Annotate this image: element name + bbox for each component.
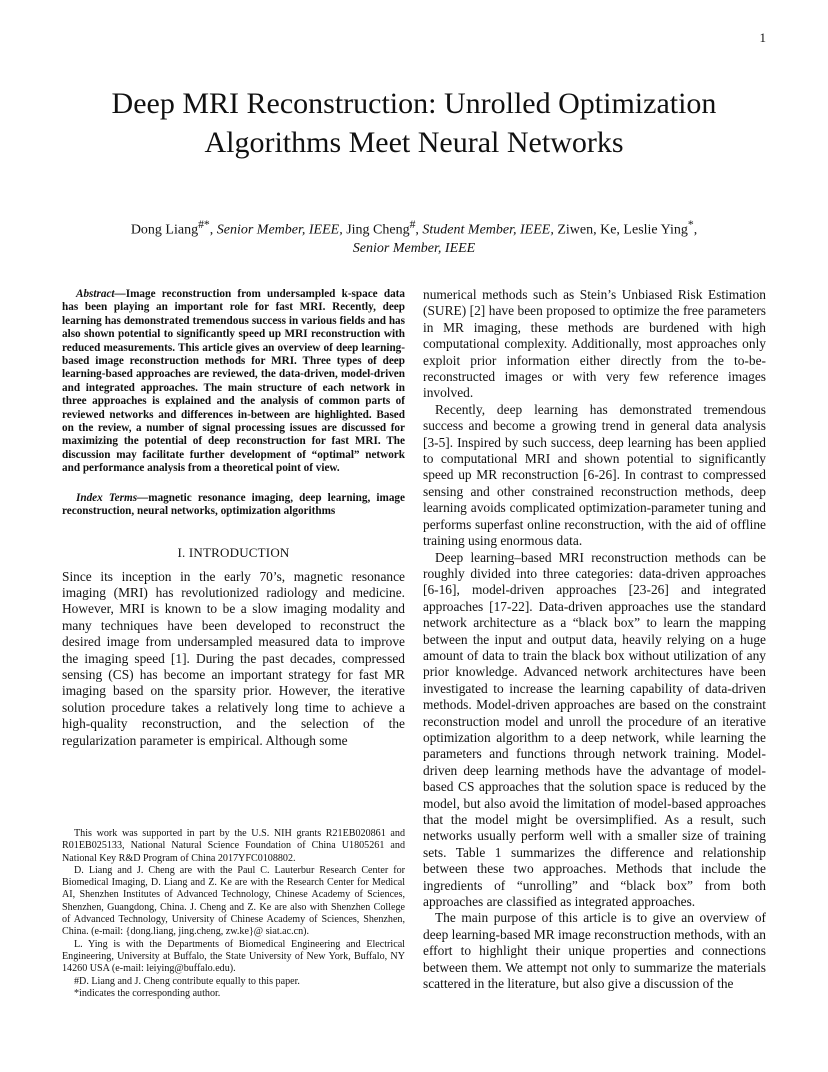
body-paragraph: The main purpose of this article is to give an overview of deep learning-based MR image reconstruction methods, with an effort to highlight their unique properties and connections between them. We attempt not only to summarize the materials scattered in the literature, but also give a discussion of the — [423, 910, 766, 992]
index-terms-text: magnetic resonance imaging, deep learning, image reconstruction, neural networks, optimization algorithms — [62, 491, 405, 518]
index-terms-lead: Index Terms— — [76, 491, 149, 504]
body-paragraph: Recently, deep learning has demonstrated tremendous success and become a growing trend in general data analysis [3-5]. Inspired by such success, deep learning has been applied to computational MRI and shown potential to significantly speed up MR reconstruction [6-26]. In contrast to compressed sensing and other constrained reconstruction methods, deep learning avoids complicated optimization-parameter tuning and performs superfast online reconstruction, with the aid of offline training using enormous data. — [423, 401, 766, 549]
author-role: Senior Member, IEEE, — [216, 222, 343, 238]
author-superscript: # — [409, 218, 416, 231]
page-number: 1 — [759, 30, 766, 45]
abstract-lead: Abstract— — [76, 288, 126, 300]
footnote: L. Ying is with the Departments of Biomedical Engineering and Electrical Engineering, University at Buffalo, the State University of New York, Buffalo, NY 14260 USA (e-mail: leiying@buffalo.edu). — [62, 938, 405, 975]
author-list: Dong Liang#*, Senior Member, IEEE, Jing Cheng#, Student Member, IEEE, Ziwen, Ke, Leslie Ying*, Senior Member, IEEE — [130, 218, 698, 256]
footnotes — [62, 828, 405, 1000]
footnote: D. Liang and J. Cheng are with the Paul C. Lauterbur Research Center for Biomedical Imaging, D. Liang and Z. Ke are with the Research Center for Medical AI, Shenzhen Institutes of Advanced Technology, Chinese Academy of Sciences, Shenzhen, Guangdong, China. J. Cheng and Z. Ke are also with Shenzhen College of Advanced Technology, University of Chinese Academy of Sciences, Shenzhen, China. (e-mail: {dong.liang, jing.cheng, zw.ke}@ siat.ac.cn). — [62, 864, 405, 938]
section-heading: I. INTRODUCTION — [177, 544, 290, 560]
author-superscript: #* — [198, 218, 210, 231]
body-paragraph: numerical methods such as Stein’s Unbiased Risk Estimation (SURE) [2] have been proposed to optimize the free parameters in MR imaging, these methods are burdened with high computational complexity. Additionally, most approaches only exploit prior information either directly from the to-be-reconstructed images or with very few reference images involved. — [423, 287, 766, 401]
index-terms — [62, 492, 405, 519]
abstract — [62, 288, 405, 476]
author-name: Jing Cheng — [346, 222, 410, 238]
abstract-text: Image reconstruction from undersampled k-space data has been playing an important role for fast MRI. Recently, deep learning has demonstrated tremendous success in various fields and has also shown potential to significantly speed up MRI reconstruction with reduced measurements. This article gives an overview of deep learning-based image reconstruction methods for MRI. Three types of deep learning-based approaches are reviewed, the data-driven, model-driven and integrated approaches. The main structure of each network in three approaches is explained and the analysis of common parts of reviewed networks and differences in-between are highlighted. Based on the review, a number of signal processing issues are discussed for maximizing the potential of deep reconstruction for fast MRI. The discussion may facilitate further development of “optimal” network and performance analysis from a theoretical point of view. — [62, 288, 405, 475]
left-column — [62, 288, 405, 749]
author-role: Student Member, IEEE, — [422, 222, 554, 238]
paper-title: Deep MRI Reconstruction: Unrolled Optimization Algorithms Meet Neural Networks — [111, 87, 717, 159]
footnote: *indicates the corresponding author. — [74, 987, 221, 999]
author-name: Ziwen, Ke, Leslie Ying — [557, 222, 688, 238]
right-column — [423, 287, 766, 992]
author-superscript: * — [687, 218, 694, 231]
footnote: #D. Liang and J. Cheng contribute equally to this paper. — [74, 975, 300, 987]
footnote: This work was supported in part by the U.S. NIH grants R21EB020861 and R01EB025133, National Natural Science Foundation of China U1805261 and National Key R&D Program of China 2017YFC0108802. — [62, 828, 405, 864]
author-role: Senior Member, IEEE — [352, 240, 476, 256]
author-name: Dong Liang — [130, 222, 199, 238]
intro-paragraph: Since its inception in the early 70’s, magnetic resonance imaging (MRI) has revolutionized radiology and medicine. However, MRI is known to be a slow imaging modality and many techniques have been developed to reconstruct the desired image from undersampled measured data to improve the imaging speed [1]. During the past decades, compressed sensing (CS) has become an important strategy for fast MR imaging based on the sparsity prior. However, the iterative solution procedure takes a relatively long time to achieve a high-quality reconstruction, and the selection of the regularization parameter is empirical. Although some — [62, 568, 405, 748]
body-paragraph: Deep learning–based MRI reconstruction methods can be roughly divided into three categories: data-driven approaches [6-16], model-driven approaches [23-26] and integrated approaches [17-22]. Data-driven approaches use the standard network architecture as a “black box” to learn the mapping between the input and output data, heavily relying on a huge amount of data to train the black box without utilization of any prior knowledge. Advanced network architectures have been investigated to increase the learning capability of data-driven methods. Model-driven approaches are based on the constraint reconstruction model and unroll the procedure of an iterative optimization algorithm to a deep network, while learning the parameters and functions through network training. Model-driven deep learning methods have the advantage of model-based CS approaches that the solution space is reduced by the model, but also avoid the limitation of model-based approaches that the model might be oversimplified. As a result, such networks usually perform well with a smaller size of training sets. Table 1 summarizes the difference and relationship between these two approaches. Methods that include the ingredients of “unrolling” and “black box” from both approaches are classified as integrated approaches. — [423, 549, 766, 910]
